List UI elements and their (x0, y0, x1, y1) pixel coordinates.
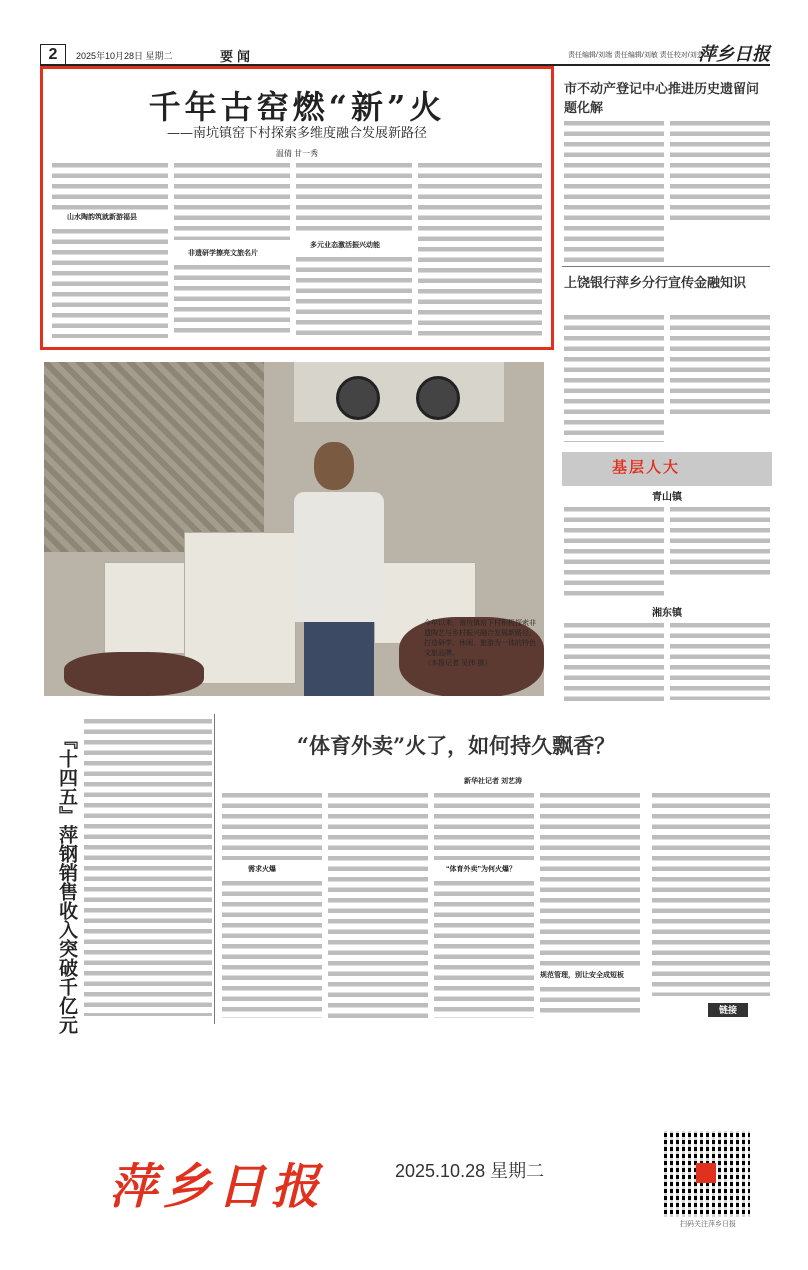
town-text-1a (564, 504, 664, 600)
lead-text-col1a (52, 160, 168, 210)
link-label: 链接 (708, 1003, 748, 1017)
lead-subheadline: ——南坑镇窑下村探索多维度融合发展新路径 (166, 126, 427, 141)
lead-headline: 千年古窑燃“新”火 (148, 88, 446, 126)
footer-date: 2025.10.28 星期二 (395, 1161, 545, 1181)
right-text-1a (564, 118, 664, 266)
badge-title: 基层人大 (612, 458, 681, 476)
footer-logo: 萍乡日报 (109, 1159, 326, 1215)
lead-subhead-1: 山水陶韵筑就新游福县 (67, 214, 137, 221)
header-date: 2025年10月28日 星期二 (76, 51, 173, 61)
right-text-2b (670, 312, 770, 420)
lead-text-col3a (296, 160, 412, 234)
right-text-1b (670, 118, 770, 226)
fan-icon (416, 376, 460, 420)
product-bag (64, 652, 204, 696)
right-headline-2: 上饶银行萍乡分行宣传金融知识 (564, 276, 747, 291)
pottery-wall (44, 362, 264, 552)
staff-line: 责任编辑/刘端 责任编辑/刘敏 责任校对/刘芸 (568, 52, 704, 59)
lower-text-1b (222, 878, 322, 1018)
lower-subhead-1: 需求火爆 (248, 866, 276, 873)
product-box (184, 532, 296, 684)
lead-text-col4 (418, 160, 542, 338)
right-text-2a (564, 312, 664, 442)
lower-byline: 新华社记者 刘艺涛 (464, 778, 522, 785)
fan-icon (336, 376, 380, 420)
lead-photo (44, 362, 544, 696)
town-text-2a (564, 620, 664, 706)
lower-text-3a (434, 790, 534, 860)
person-trousers (304, 622, 374, 696)
lead-subhead-2: 非遗研学擦亮文旅名片 (188, 250, 258, 257)
lower-text-4b (540, 984, 640, 1018)
lower-text-5 (652, 790, 770, 996)
town-text-1b (670, 504, 770, 576)
town-text-2b (670, 620, 770, 700)
lower-main-headline: “体育外卖”火了，如何持久飘香？ (296, 733, 616, 758)
qr-caption: 扫码关注萍乡日报 (680, 1221, 736, 1228)
right-divider-1 (562, 266, 770, 267)
page-header (40, 46, 770, 66)
lead-subhead-3: 多元业态激活振兴动能 (310, 242, 380, 249)
lead-text-col1b (52, 226, 168, 338)
lower-text-4a (540, 790, 640, 966)
lower-text-3b (434, 878, 534, 1018)
lead-byline: 温倩 甘一秀 (275, 149, 319, 158)
page-number: 2 (40, 44, 66, 66)
lead-text-col2b (174, 262, 290, 338)
lower-text-2 (328, 790, 428, 1018)
lower-subhead-3: 规范管理，别让安全成短板 (540, 972, 624, 979)
photo-caption: 今年以来，南坑镇窑下村积极探索非遗陶艺与乡村振兴融合发展新路径，打造研学、休闲、旅游为一体的特色文旅品牌。 （本报记者 吴伟 摄） (424, 619, 536, 667)
side-article-text (84, 716, 212, 1016)
section-title: 要闻 (220, 50, 255, 65)
town-heading-2: 湘东镇 (652, 608, 682, 619)
person-shirt (294, 492, 384, 622)
column-divider (214, 714, 215, 1024)
qr-code-icon[interactable] (664, 1131, 750, 1217)
side-headline-vertical: 『十四五』萍钢销售收入突破千亿元 (56, 730, 78, 1034)
lead-text-col2a (174, 160, 290, 240)
badge-banner (562, 452, 772, 486)
person-figure (294, 442, 384, 696)
lower-subhead-2: “体育外卖”为何火爆？ (446, 866, 516, 873)
person-head (314, 442, 354, 490)
air-conditioner-unit (294, 362, 504, 422)
photo-credit: （本报记者 吴伟 摄） (424, 659, 492, 667)
lead-text-col3b (296, 254, 412, 338)
town-heading-1: 青山镇 (652, 492, 682, 503)
lower-text-1a (222, 790, 322, 860)
header-logo: 萍乡日报 (698, 44, 770, 65)
right-headline-1: 市不动产登记中心推进历史遗留问题化解 (564, 82, 760, 116)
